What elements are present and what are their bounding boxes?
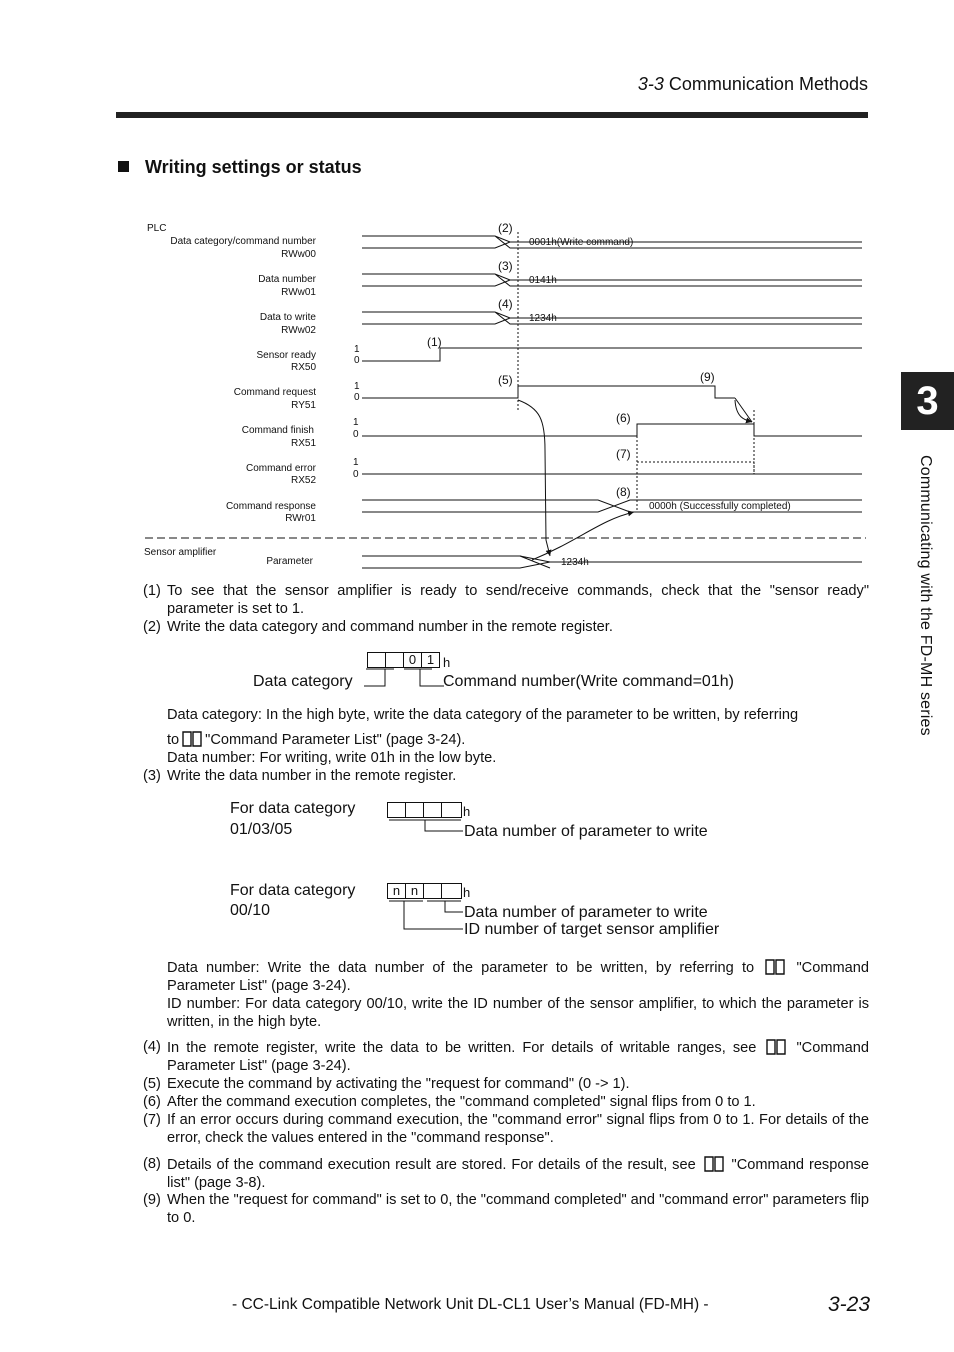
step-8-pre: Details of the command execution result are stored. For details of the result, see: [167, 1157, 696, 1173]
figure-3-leaders: [387, 899, 467, 933]
step-6-num: (6): [143, 1094, 161, 1110]
sig-reg-0: RWw00: [281, 249, 316, 260]
step-2-note-1b-post: "Command Parameter List" (page 3-24).: [205, 732, 466, 748]
lvl-1-b: 1: [354, 381, 360, 392]
wave-rx50: [362, 348, 862, 361]
sig-name-2: Data to write: [259, 312, 316, 323]
arrow-request-to-param: [518, 400, 550, 556]
reg-cell: [423, 883, 442, 899]
step-3-note-1-pre: Data number: Write the data number of the parameter to be written, by referring to: [167, 960, 755, 976]
val-rww01: 0141h: [529, 275, 557, 286]
timing-diagram: [0, 210, 954, 580]
sig-reg-2: RWw02: [281, 325, 316, 336]
step-mark-8: (8): [616, 485, 631, 499]
step-1-num: (1): [143, 583, 161, 599]
fig3a-desc: Data number of parameter to write: [464, 823, 708, 840]
sig-name-5: Command finish: [241, 425, 314, 436]
command-number-label: Command number(Write command=01h): [443, 673, 734, 690]
step-9-num: (9): [143, 1192, 161, 1208]
step-mark-5: (5): [498, 373, 513, 387]
reg-cell: [441, 802, 462, 818]
step-4-pre: In the remote register, write the data to be written. For details of writable ranges, see: [167, 1040, 757, 1056]
sig-reg-7: RWr01: [285, 513, 316, 524]
section-heading-text: Writing settings or status: [145, 157, 362, 177]
step-2-note-1b: [167, 730, 869, 749]
reg-cell: 0: [403, 652, 422, 668]
hex-suffix: h: [463, 804, 471, 819]
header-section-number: 3-3: [637, 74, 664, 94]
sig-reg-1: RWw01: [281, 287, 316, 298]
header-section-title: Communication Methods: [668, 74, 868, 94]
val-rwr01: 0000h (Successfully completed): [649, 501, 791, 512]
step-mark-3: (3): [498, 259, 513, 273]
arrow-param-to-response: [532, 512, 634, 560]
sig-reg-3: RX50: [290, 362, 316, 373]
book-icon: [764, 958, 786, 976]
fig3b-label-1: For data category: [230, 882, 356, 899]
sig-name-4: Command request: [233, 387, 316, 398]
lvl-0-a: 0: [354, 355, 360, 366]
val-rww02: 1234h: [529, 313, 557, 324]
bus-rww01: [362, 274, 862, 286]
fig3a-label-1: For data category: [230, 800, 356, 817]
step-3-note-2: ID number: For data category 00/10, write the ID number of the sensor amplifier, to which the parameter is written, in the high byte.: [167, 996, 869, 1030]
reg-cell: [385, 652, 404, 668]
lvl-0-c: 0: [353, 429, 359, 440]
reg-cell: [387, 802, 406, 818]
page-number: 3-23: [828, 1293, 871, 1316]
lvl-1-c: 1: [353, 417, 359, 428]
running-header: [638, 74, 868, 95]
plc-label: PLC: [147, 223, 167, 234]
amp-label: Sensor amplifier: [144, 547, 217, 558]
step-5-text: Execute the command by activating the "request for command" (0 -> 1).: [167, 1076, 630, 1092]
hex-suffix: h: [463, 885, 471, 900]
chapter-tab: 3: [901, 372, 954, 430]
section-heading: [118, 157, 362, 178]
step-8-post: "Command response list" (page 3-8).: [167, 1157, 869, 1191]
wave-rx52-dashed: [637, 462, 754, 474]
step-3-note-1: [167, 958, 869, 995]
wave-rx51: [362, 424, 862, 436]
step-4-text: [167, 1038, 869, 1075]
hex-suffix: h: [443, 655, 451, 670]
lvl-1-d: 1: [353, 457, 359, 468]
val-rww00: 0001h(Write command): [529, 237, 634, 248]
header-rule: [116, 112, 868, 118]
step-8-text: [167, 1155, 869, 1192]
fig3b-desc-2: ID number of target sensor amplifier: [464, 921, 720, 938]
footer-manual-title: - CC-Link Compatible Network Unit DL-CL1 User’s Manual (FD-MH) -: [232, 1296, 709, 1313]
fig3a-label-2: 01/03/05: [230, 821, 293, 838]
step-5-num: (5): [143, 1076, 161, 1092]
bus-rww02: [362, 312, 862, 324]
val-parameter: 1234h: [561, 557, 589, 568]
sig-reg-6: RX52: [290, 475, 316, 486]
step-7-text: If an error occurs during command execution, the "command error" signal flips from 0 to 1. For details of the error, check the values entered in the "command response".: [167, 1112, 869, 1146]
sig-name-6: Command error: [245, 463, 316, 474]
lvl-0-d: 0: [353, 469, 359, 480]
bullet-square-icon: [118, 161, 129, 172]
reg-cell: [441, 883, 462, 899]
reg-cell: n: [387, 883, 406, 899]
step-mark-7: (7): [616, 447, 631, 461]
step-mark-4: (4): [498, 297, 513, 311]
step-6-text: After the command execution completes, the "command completed" signal flips from 0 to 1.: [167, 1094, 756, 1110]
figure-2-leaders: [387, 818, 467, 836]
step-3-num: (3): [143, 768, 161, 784]
sig-name-3: Sensor ready: [256, 350, 316, 361]
step-9-text: When the "request for command" is set to 0, the "command completed" and "command error" parameters flip to 0.: [167, 1192, 869, 1226]
book-icon: [765, 1038, 787, 1056]
step-7-num: (7): [143, 1112, 161, 1128]
step-3-text: Write the data number in the remote register.: [167, 768, 457, 784]
book-icon: [703, 1155, 725, 1173]
step-mark-2: (2): [498, 221, 513, 235]
step-2-note-1b-pre: to: [167, 732, 180, 748]
chapter-side-title: Communicating with the FD-MH series: [917, 455, 934, 736]
step-4-post: "Command Parameter List" (page 3-24).: [167, 1040, 869, 1074]
sig-reg-5: RX51: [290, 438, 316, 449]
reg-cell: 1: [421, 652, 440, 668]
sig-name-1: Data number: [258, 274, 316, 285]
sig-reg-4: RY51: [291, 400, 316, 411]
step-1-text: To see that the sensor amplifier is ready to send/receive commands, check that the "sensor ready" parameter is set to 1.: [167, 583, 869, 617]
reg-cell: [423, 802, 442, 818]
data-category-label: Data category: [253, 673, 353, 690]
book-icon: [181, 730, 203, 748]
step-2-note-2: Data number: For writing, write 01h in the low byte.: [167, 750, 497, 766]
reg-cell: n: [405, 883, 424, 899]
step-3-note-1-post: "Command Parameter List" (page 3-24).: [167, 960, 869, 994]
step-mark-1: (1): [427, 335, 442, 349]
step-2-num: (2): [143, 619, 161, 635]
fig3b-desc-1: Data number of parameter to write: [464, 904, 708, 921]
lvl-0-b: 0: [354, 392, 360, 403]
reg-cell: [405, 802, 424, 818]
bus-parameter: [362, 556, 862, 568]
sig-name-0: Data category/command number: [170, 236, 316, 247]
step-mark-6: (6): [616, 411, 631, 425]
step-2-note-1: Data category: In the high byte, write the data category of the parameter to be written, by referring: [167, 707, 799, 723]
step-8-num: (8): [143, 1156, 161, 1172]
step-4-num: (4): [143, 1039, 161, 1055]
reg-cell: [367, 652, 386, 668]
sig-name-8: Parameter: [266, 556, 313, 567]
sig-name-7: Command response: [225, 501, 316, 512]
step-mark-9: (9): [700, 370, 715, 384]
fig3b-label-2: 00/10: [230, 902, 271, 919]
lvl-1-a: 1: [354, 344, 360, 355]
step-2-text: Write the data category and command number in the remote register.: [167, 619, 613, 635]
figure-1-leaders: [360, 667, 450, 689]
wave-ry51: [362, 386, 752, 422]
